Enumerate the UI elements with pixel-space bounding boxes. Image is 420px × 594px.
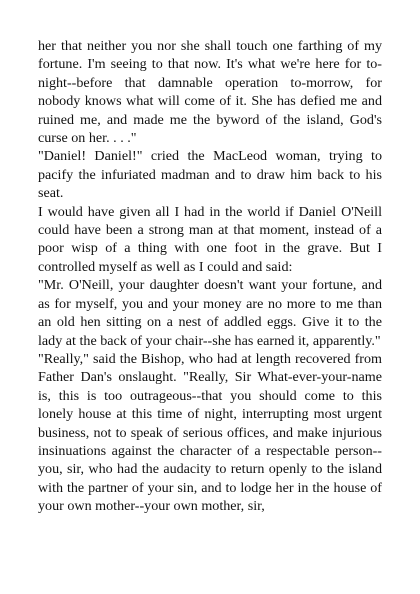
paragraph-2: "Daniel! Daniel!" cried the MacLeod woman, trying to pacify the infuriated madman and to draw him back to his seat. xyxy=(38,148,382,202)
page-text xyxy=(38,37,382,516)
paragraph-5: "Really," said the Bishop, who had at length recovered from Father Dan's onslaught. "Really, Sir What-ever-your-name is, this is too outrageous--that you should come to this lonely house at this time of night, interrupting most urgent business, not to speak of serious offices, and make injurious insinuations against the character of a respectable person--you, sir, who had the audacity to return openly to the island with the partner of your sin, and to lodge her in the house of your own mother--your own mother, sir, xyxy=(38,350,382,515)
paragraph-3: I would have given all I had in the world if Daniel O'Neill could have been a strong man at that moment, instead of a poor wisp of a thing with one foot in the grave. But I controlled myself as well as I could and said: xyxy=(38,203,382,275)
paragraph-4: "Mr. O'Neill, your daughter doesn't want your fortune, and as for myself, you and your money are no more to me than an old hen sitting on a nest of addled eggs. Give it to the lady at the back of your chair--she has earned it, apparently." xyxy=(38,277,382,349)
paragraph-1: her that neither you nor she shall touch one farthing of my fortune. I'm seeing to that now. It's what we're here for to-night--before that damnable operation to-morrow, for nobody knows what will come of it. She has defied me and ruined me, and made me the byword of the island, God's curse on her. . . ." xyxy=(38,38,382,147)
